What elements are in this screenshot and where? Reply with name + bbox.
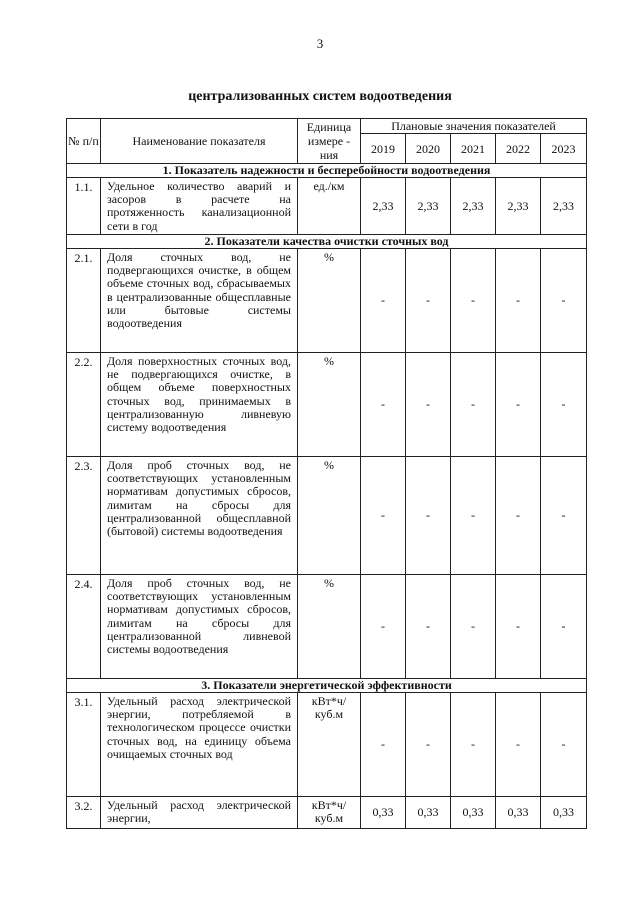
row-value: -	[496, 249, 541, 353]
row-value: 2,33	[361, 178, 406, 235]
row-name: Удельный расход электрической энергии,	[101, 797, 298, 829]
row-value: 0,33	[406, 797, 451, 829]
document-title: централизованных систем водоотведения	[188, 89, 452, 104]
row-num: 2.4.	[67, 575, 101, 679]
row-value: -	[361, 249, 406, 353]
table-row	[67, 353, 587, 457]
row-value: -	[406, 575, 451, 679]
row-num: 3.2.	[67, 797, 101, 829]
row-value: -	[496, 353, 541, 457]
header-name: Наименование показателя	[101, 119, 298, 164]
row-value: 2,33	[406, 178, 451, 235]
row-value: -	[541, 353, 587, 457]
row-num: 3.1.	[67, 693, 101, 797]
row-unit: кВт*ч/куб.м	[298, 693, 361, 797]
header-num: № п/п	[67, 119, 101, 164]
row-unit: %	[298, 575, 361, 679]
row-value: -	[451, 353, 496, 457]
row-value: -	[541, 457, 587, 575]
header-year: 2020	[406, 134, 451, 164]
row-unit: ед./км	[298, 178, 361, 235]
header-year: 2021	[451, 134, 496, 164]
table-row	[67, 693, 587, 797]
row-value: -	[541, 249, 587, 353]
row-value: -	[541, 693, 587, 797]
row-value: 0,33	[496, 797, 541, 829]
row-value: -	[361, 575, 406, 679]
row-value: -	[406, 353, 451, 457]
header-unit: Единица измере - ния	[298, 119, 361, 164]
table-row	[67, 457, 587, 575]
row-unit: %	[298, 353, 361, 457]
indicators-table	[66, 118, 587, 829]
row-num: 2.3.	[67, 457, 101, 575]
row-value: -	[451, 249, 496, 353]
row-name: Доля проб сточных вод, не соответствующих установленным нормативам допустимых сбросов, лимитам на сбросы для централизованной ливневой системы водоотведения	[101, 575, 298, 679]
row-value: -	[496, 693, 541, 797]
header-year: 2022	[496, 134, 541, 164]
row-name: Удельное количество аварий и засоров в расчете на протяженность канализационной сети в год	[101, 178, 298, 235]
row-value: -	[496, 457, 541, 575]
row-value: 0,33	[451, 797, 496, 829]
row-value: 0,33	[541, 797, 587, 829]
table-row	[67, 249, 587, 353]
row-value: 0,33	[361, 797, 406, 829]
row-name: Удельный расход электрической энергии, потребляемой в технологическом процессе очистки сточных вод, на единицу объема очищаемых сточных вод	[101, 693, 298, 797]
header-year: 2019	[361, 134, 406, 164]
table-row	[67, 575, 587, 679]
table-row	[67, 797, 587, 829]
page-number: 3	[316, 36, 324, 51]
row-unit: кВт*ч/куб.м	[298, 797, 361, 829]
row-value: -	[451, 693, 496, 797]
section-title: 1. Показатель надежности и бесперебойности водоотведения	[67, 164, 587, 178]
row-value: -	[406, 457, 451, 575]
row-value: -	[451, 575, 496, 679]
row-name: Доля проб сточных вод, не соответствующих установленным нормативам допустимых сбросов, лимитам на сбросы для централизованной общесплавной (бытовой) системы водоотведения	[101, 457, 298, 575]
row-num: 2.1.	[67, 249, 101, 353]
row-value: -	[406, 693, 451, 797]
table-row	[67, 178, 587, 235]
row-num: 1.1.	[67, 178, 101, 235]
row-unit: %	[298, 457, 361, 575]
row-value: -	[361, 457, 406, 575]
row-value: 2,33	[496, 178, 541, 235]
header-planned: Плановые значения показателей	[361, 119, 587, 134]
row-value: -	[541, 575, 587, 679]
row-value: -	[451, 457, 496, 575]
row-value: -	[361, 693, 406, 797]
row-value: 2,33	[451, 178, 496, 235]
row-name: Доля поверхностных сточных вод, не подвергающихся очистке, в общем объеме поверхностных сточных вод, принимаемых в централизованную ливневую систему водоотведения	[101, 353, 298, 457]
row-value: -	[496, 575, 541, 679]
row-value: -	[361, 353, 406, 457]
section-title: 3. Показатели энергетической эффективности	[67, 679, 587, 693]
row-num: 2.2.	[67, 353, 101, 457]
header-year: 2023	[541, 134, 587, 164]
row-value: 2,33	[541, 178, 587, 235]
row-unit: %	[298, 249, 361, 353]
row-name: Доля сточных вод, не подвергающихся очистке, в общем объеме сточных вод, сбрасываемых в централизованные общесплавные или бытовые системы водоотведения	[101, 249, 298, 353]
section-title: 2. Показатели качества очистки сточных вод	[67, 235, 587, 249]
row-value: -	[406, 249, 451, 353]
